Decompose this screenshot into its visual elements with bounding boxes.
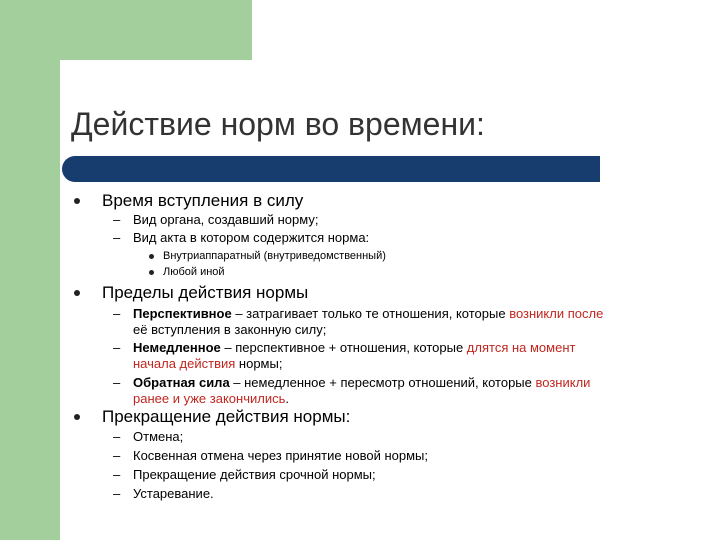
immediate-text-2: нормы; [235, 356, 283, 371]
item-1-subsub-1: Внутриаппаратный (внутриведомственный) [163, 250, 386, 262]
retroactive-line-1 [133, 375, 590, 391]
dash: – [113, 340, 121, 355]
retroactive-red-2: ранее и уже закончились [133, 391, 286, 406]
retroactive-red-1: возникли [535, 375, 591, 390]
item-1-sub-1: Вид органа, создавший норму; [133, 212, 319, 227]
retroactive-text-2: . [285, 391, 289, 406]
slide-title: Действие норм во времени: [71, 106, 485, 142]
perspective-term: Перспективное [133, 306, 232, 321]
item-3-heading: Прекращение действия нормы: [102, 407, 351, 426]
retroactive-term: Обратная сила [133, 375, 230, 390]
immediate-red-1: длятся на момент [466, 340, 576, 355]
sub-bullet [149, 270, 154, 275]
perspective-line-1 [133, 306, 603, 322]
dash: – [113, 429, 121, 444]
item-1-subsub-2: Любой иной [163, 266, 225, 278]
perspective-red: возникли после [509, 306, 604, 321]
retroactive-text: – немедленное + пересмотр отношений, которые [229, 375, 536, 390]
immediate-term: Немедленное [133, 340, 221, 355]
item-3-sub-2: Косвенная отмена через принятие новой нормы; [133, 448, 428, 463]
dash: – [113, 212, 121, 227]
retroactive-line-2 [133, 391, 289, 407]
bullet-3 [74, 414, 80, 420]
title-underline-bar [62, 156, 600, 182]
dash: – [113, 306, 121, 321]
dash: – [113, 467, 121, 482]
immediate-red-2: начала действия [133, 356, 236, 371]
item-2-heading: Пределы действия нормы [102, 283, 309, 302]
bullet-1 [74, 198, 80, 204]
immediate-line-1 [133, 340, 575, 356]
decor-green-left [0, 0, 60, 540]
dash: – [113, 486, 121, 501]
perspective-text: – затрагивает только те отношения, которые [231, 306, 510, 321]
item-1-heading: Время вступления в силу [102, 191, 304, 210]
dash: – [113, 375, 121, 390]
item-3-sub-3: Прекращение действия срочной нормы; [133, 467, 376, 482]
dash: – [113, 448, 121, 463]
item-1-sub-2: Вид акта в котором содержится норма: [133, 230, 370, 245]
immediate-text: – перспективное + отношения, которые [220, 340, 467, 355]
perspective-line-2: её вступления в законную силу; [133, 322, 327, 337]
immediate-line-2 [133, 356, 282, 372]
bullet-2 [74, 290, 80, 296]
sub-bullet [149, 254, 154, 259]
item-3-sub-1: Отмена; [133, 429, 184, 444]
dash: – [113, 230, 121, 245]
item-3-sub-4: Устаревание. [133, 486, 214, 501]
